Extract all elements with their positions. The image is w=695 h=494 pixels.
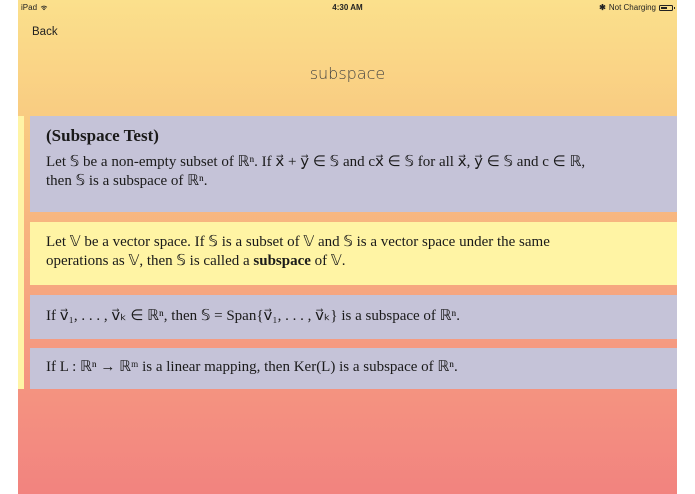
- text: of 𝕍.: [310, 253, 346, 269]
- card-subspace-test: [30, 116, 677, 212]
- card-line: Let 𝕍 be a vector space. If 𝕊 is a subset of 𝕍 and 𝕊 is a vector space under the same: [46, 234, 550, 250]
- back-button[interactable]: Back: [32, 26, 58, 38]
- accent-bar: [18, 116, 24, 389]
- battery-icon: [659, 5, 673, 11]
- card-body: [46, 222, 677, 271]
- charging-status: Not Charging: [608, 3, 656, 12]
- status-bar: [18, 0, 677, 16]
- status-right: [599, 3, 673, 12]
- card-heading: (Subspace Test): [46, 126, 159, 145]
- card-body: If v⃗₁, . . . , v⃗ₖ ∈ ℝⁿ, then 𝕊 = Span{v⃗₁, . . . , v⃗ₖ} is a subspace of ℝⁿ.: [46, 308, 461, 324]
- card-line: Let 𝕊 be a non-empty subset of ℝⁿ. If x⃗ + y⃗ ∈ 𝕊 and cx⃗ ∈ 𝕊 for all x⃗, y⃗ ∈ 𝕊 and c ∈ ℝ,: [46, 154, 586, 170]
- device-label: iPad: [21, 3, 38, 12]
- status-time: 4:30 AM: [332, 3, 363, 12]
- app-screen: [18, 0, 677, 494]
- bluetooth-icon: ✱: [599, 3, 606, 12]
- card-kernel-theorem: [30, 348, 677, 389]
- card-definition: [30, 222, 677, 285]
- card-span-theorem: [30, 295, 677, 339]
- card-line: then 𝕊 is a subspace of ℝⁿ.: [46, 173, 208, 189]
- text: operations as 𝕍, then 𝕊 is called a: [46, 253, 254, 269]
- page-title: subspace: [309, 64, 386, 83]
- term-bold: subspace: [253, 253, 311, 269]
- card-line: [46, 252, 677, 271]
- card-body: If L : ℝⁿ → ℝᵐ is a linear mapping, then Ker(L) is a subspace of ℝⁿ.: [46, 359, 458, 375]
